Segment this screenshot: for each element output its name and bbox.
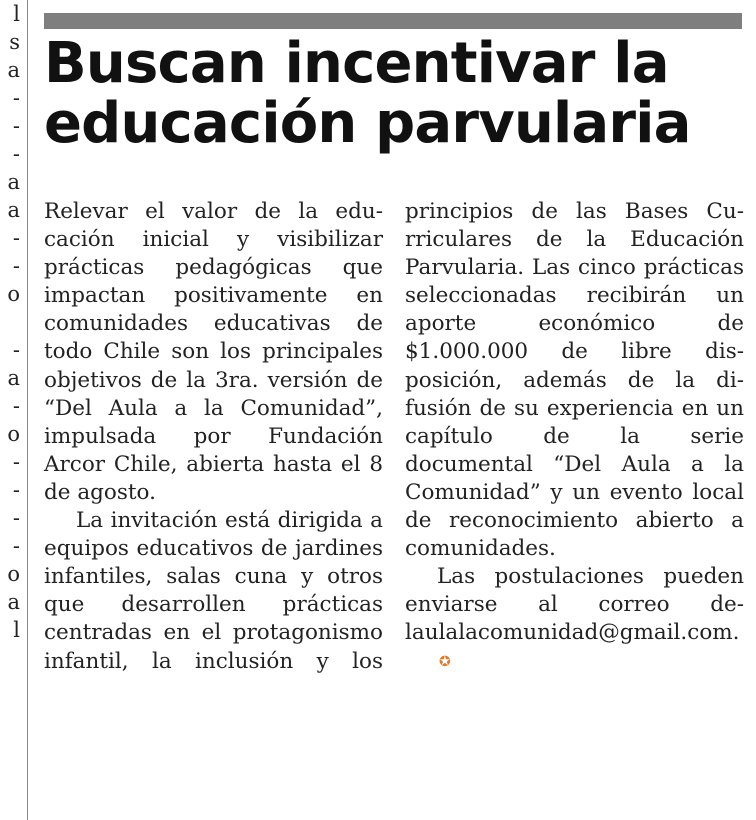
fragment-line: - xyxy=(12,142,20,166)
contact-text: Las postulaciones pueden enviarse al correo delaulalacomunidad@gmail.com. xyxy=(405,564,744,646)
fragment-line: a xyxy=(7,58,20,82)
article-body xyxy=(44,198,744,798)
fragment-line: a xyxy=(7,198,20,222)
fragment-line: - xyxy=(12,114,20,138)
fragment-line: - xyxy=(12,478,20,502)
article-headline: Buscan incentivar la educación parvularia xyxy=(44,31,691,156)
fragment-line: o xyxy=(7,282,20,306)
fragment-line: - xyxy=(12,226,20,250)
fragment-line: l xyxy=(13,618,20,642)
fragment-line: - xyxy=(12,338,20,362)
fragment-line: a xyxy=(7,366,20,390)
fragment-line xyxy=(0,308,20,336)
end-mark-icon: ✪ xyxy=(439,653,451,670)
article-paragraph-2: La invitación está dirigida a equipos educativos de jardines infantiles, salas cuna y otros que desarrollen prácticas centradas en el protagonismo infantil, la inclusión y los principios de las Bases Curriculares de la Educación Parvularia. Las cinco prácticas seleccionadas recibirán un aporte económico de $1.000.000 de libre disposición, además de la difusión de su experiencia en un capítulo de la serie documental “Del Aula a la Comunidad” y un evento local de reconocimiento abierto a comunidades. xyxy=(44,199,744,674)
fragment-line: - xyxy=(12,254,20,278)
fragment-line: - xyxy=(12,534,20,558)
column-divider xyxy=(27,0,28,820)
fragment-line: - xyxy=(12,506,20,530)
adjacent-column-fragment xyxy=(0,0,20,740)
section-rule xyxy=(44,13,742,29)
fragment-line: s xyxy=(9,30,20,54)
article-paragraph-1: Relevar el valor de la educación inicial y visibilizar prácticas pedagógicas que impactan positivamente en comunidades educativas de todo Chile son los principales objetivos de la 3ra. versión de “Del Aula a la Comunidad”, impulsada por Fundación Arcor Chile, abierta hasta el 8 de agosto. xyxy=(44,199,383,505)
fragment-line: - xyxy=(12,450,20,474)
fragment-line: - xyxy=(12,86,20,110)
fragment-line: a xyxy=(7,170,20,194)
fragment-line: - xyxy=(12,394,20,418)
fragment-line: l xyxy=(13,2,20,26)
fragment-line: a xyxy=(7,590,20,614)
fragment-line: o xyxy=(7,562,20,586)
article-paragraph-3 xyxy=(405,563,744,675)
fragment-line: o xyxy=(7,422,20,446)
